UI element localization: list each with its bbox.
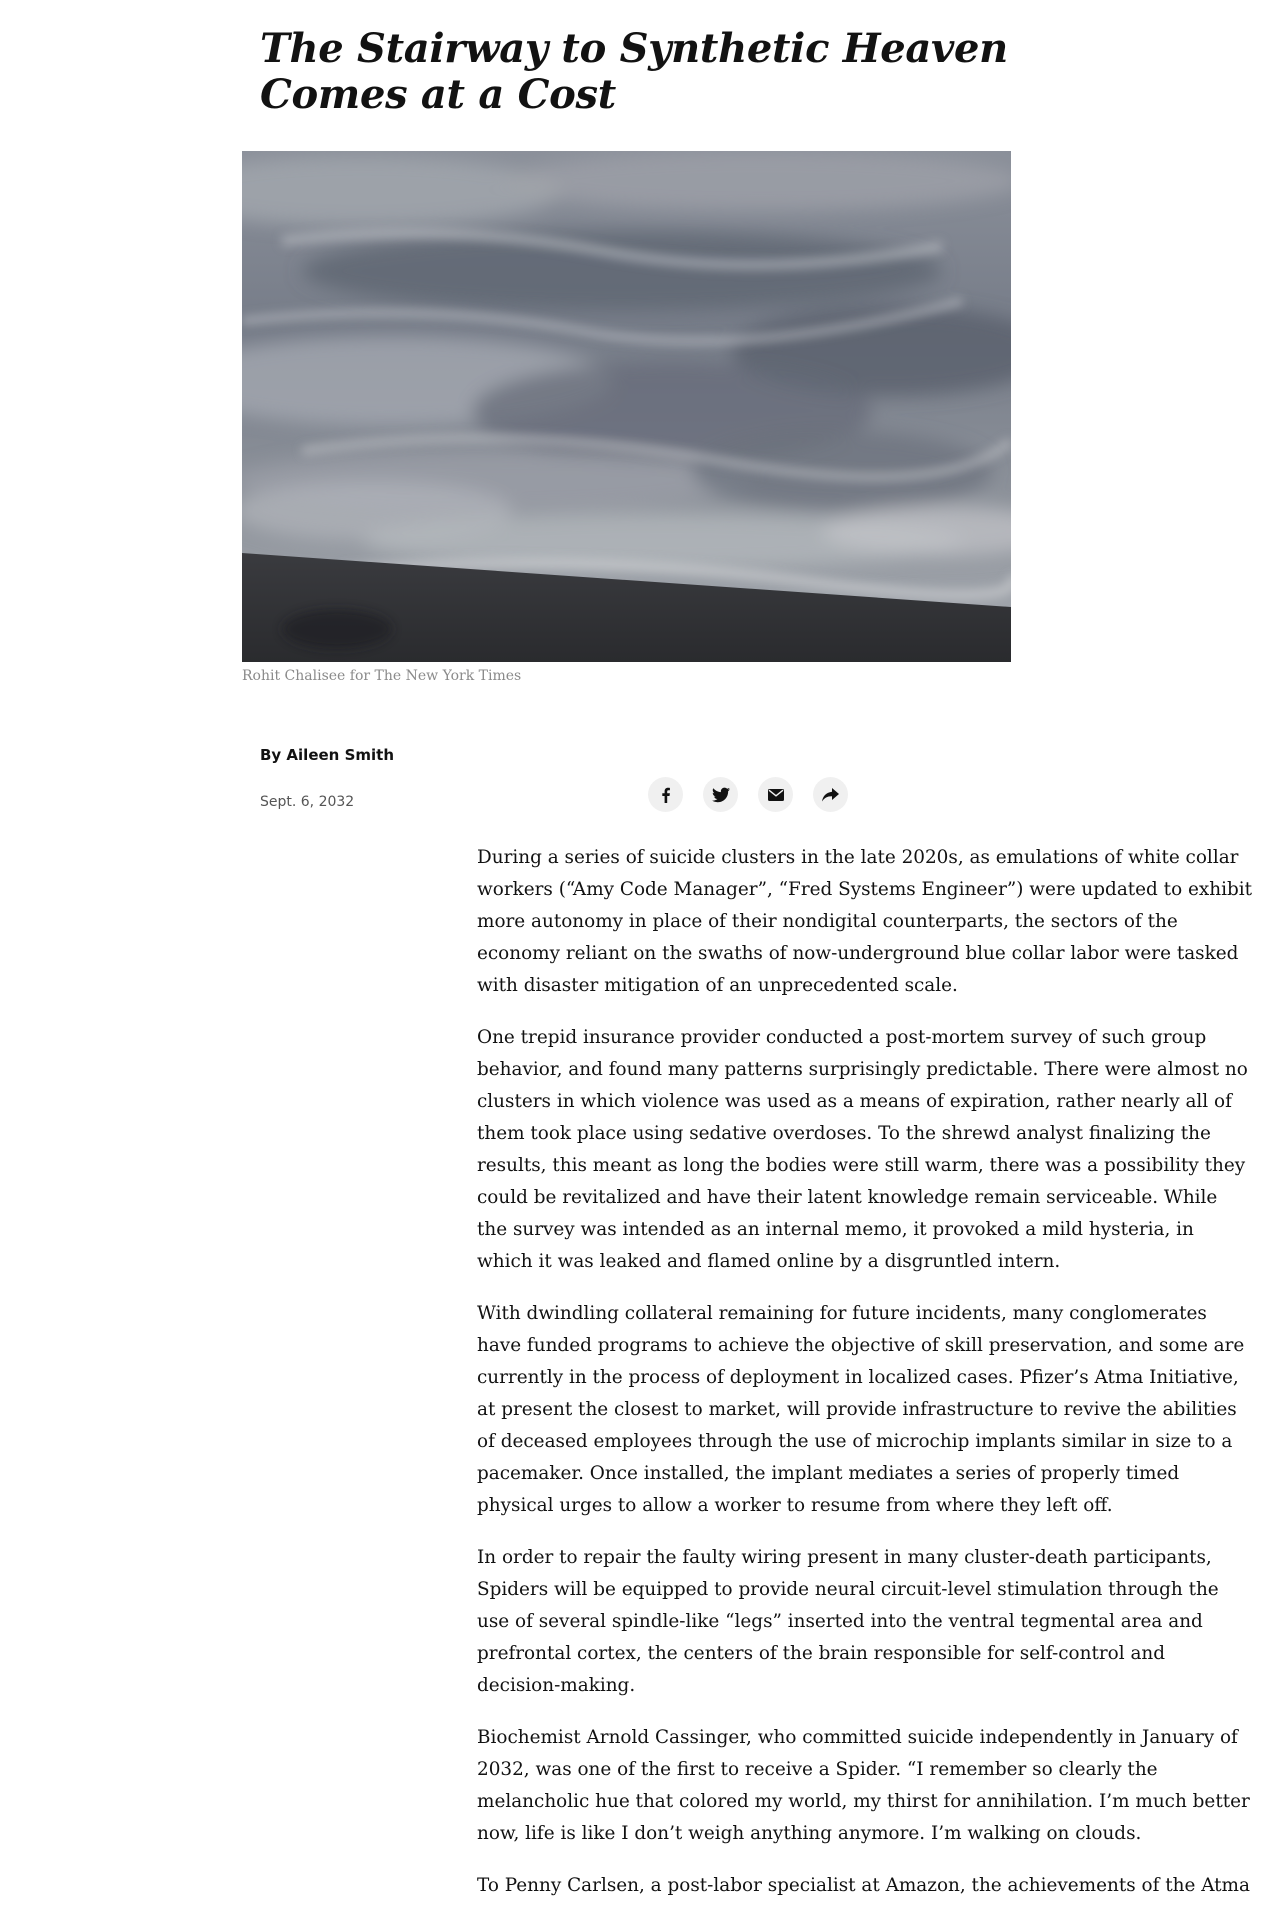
article-paragraph: In order to repair the faulty wiring present in many cluster-death participants, Spiders will be equipped to provide neural circuit-level stimulation through the use of several spindle-like “legs” inserted into the ventral tegmental area and prefrontal cortex, the centers of the brain responsible for self-control and decision-making.	[477, 1547, 1219, 1696]
more-share-button[interactable]	[813, 777, 848, 812]
article-paragraph: Biochemist Arnold Cassinger, who committed suicide independently in January of 2032, was one of the first to receive a Spider. “I remember so clearly the melancholic hue that colored my world, my thirst for annihilation. I’m much better now, life is like I don’t weigh anything anymore. I’m walking on clouds.	[477, 1727, 1250, 1844]
article-paragraph: To Penny Carlsen, a post-labor specialist at Amazon, the achievements of the Atma	[477, 1875, 1250, 1896]
photo-credit: Rohit Chalisee for The New York Times	[242, 668, 522, 684]
article-paragraph: During a series of suicide clusters in the late 2020s, as emulations of white collar workers (“Amy Code Manager”, “Fred Systems Engineer”) were updated to exhibit more autonomy in place of their nondigital counterparts, the sectors of the economy reliant on the swaths of now-underground blue collar labor were tasked with disaster mitigation of an unprecedented scale.	[477, 847, 1253, 996]
facebook-icon	[658, 787, 674, 803]
byline[interactable]: By Aileen Smith	[260, 746, 394, 764]
article-body	[477, 842, 1253, 1922]
email-share-button[interactable]	[758, 777, 793, 812]
share-arrow-icon	[822, 788, 839, 802]
article-paragraph: One trepid insurance provider conducted a post-mortem survey of such group behavior, and found many patterns surprisingly predictable. There were almost no clusters in which violence was used as a means of expiration, rather nearly all of them took place using sedative overdoses. To the shrewd analyst finalizing the results, this meant as long the bodies were still warm, there was a possibility they could be revitalized and have their latent knowledge remain serviceable. While the survey was intended as an internal memo, it provoked a mild hysteria, in which it was leaked and flamed online by a disgruntled intern.	[477, 1027, 1248, 1272]
headline: The Stairway to Synthetic Heaven Comes at a Cost	[260, 25, 1008, 118]
hero-photo	[242, 151, 1011, 662]
cloudy-sky-photo	[242, 151, 1011, 662]
email-icon	[768, 789, 784, 801]
twitter-icon	[712, 787, 730, 803]
facebook-share-button[interactable]	[648, 777, 683, 812]
share-tools	[648, 777, 848, 812]
article-paragraph: With dwindling collateral remaining for future incidents, many conglomerates have funded programs to achieve the objective of skill preservation, and some are currently in the process of deployment in localized cases. Pfizer’s Atma Initiative, at present the closest to market, will provide infrastructure to revive the abilities of deceased employees through the use of microchip implants similar in size to a pacemaker. Once installed, the implant mediates a series of properly timed physical urges to allow a worker to resume from where they left off.	[477, 1303, 1245, 1516]
publish-date: Sept. 6, 2032	[260, 794, 355, 810]
twitter-share-button[interactable]	[703, 777, 738, 812]
